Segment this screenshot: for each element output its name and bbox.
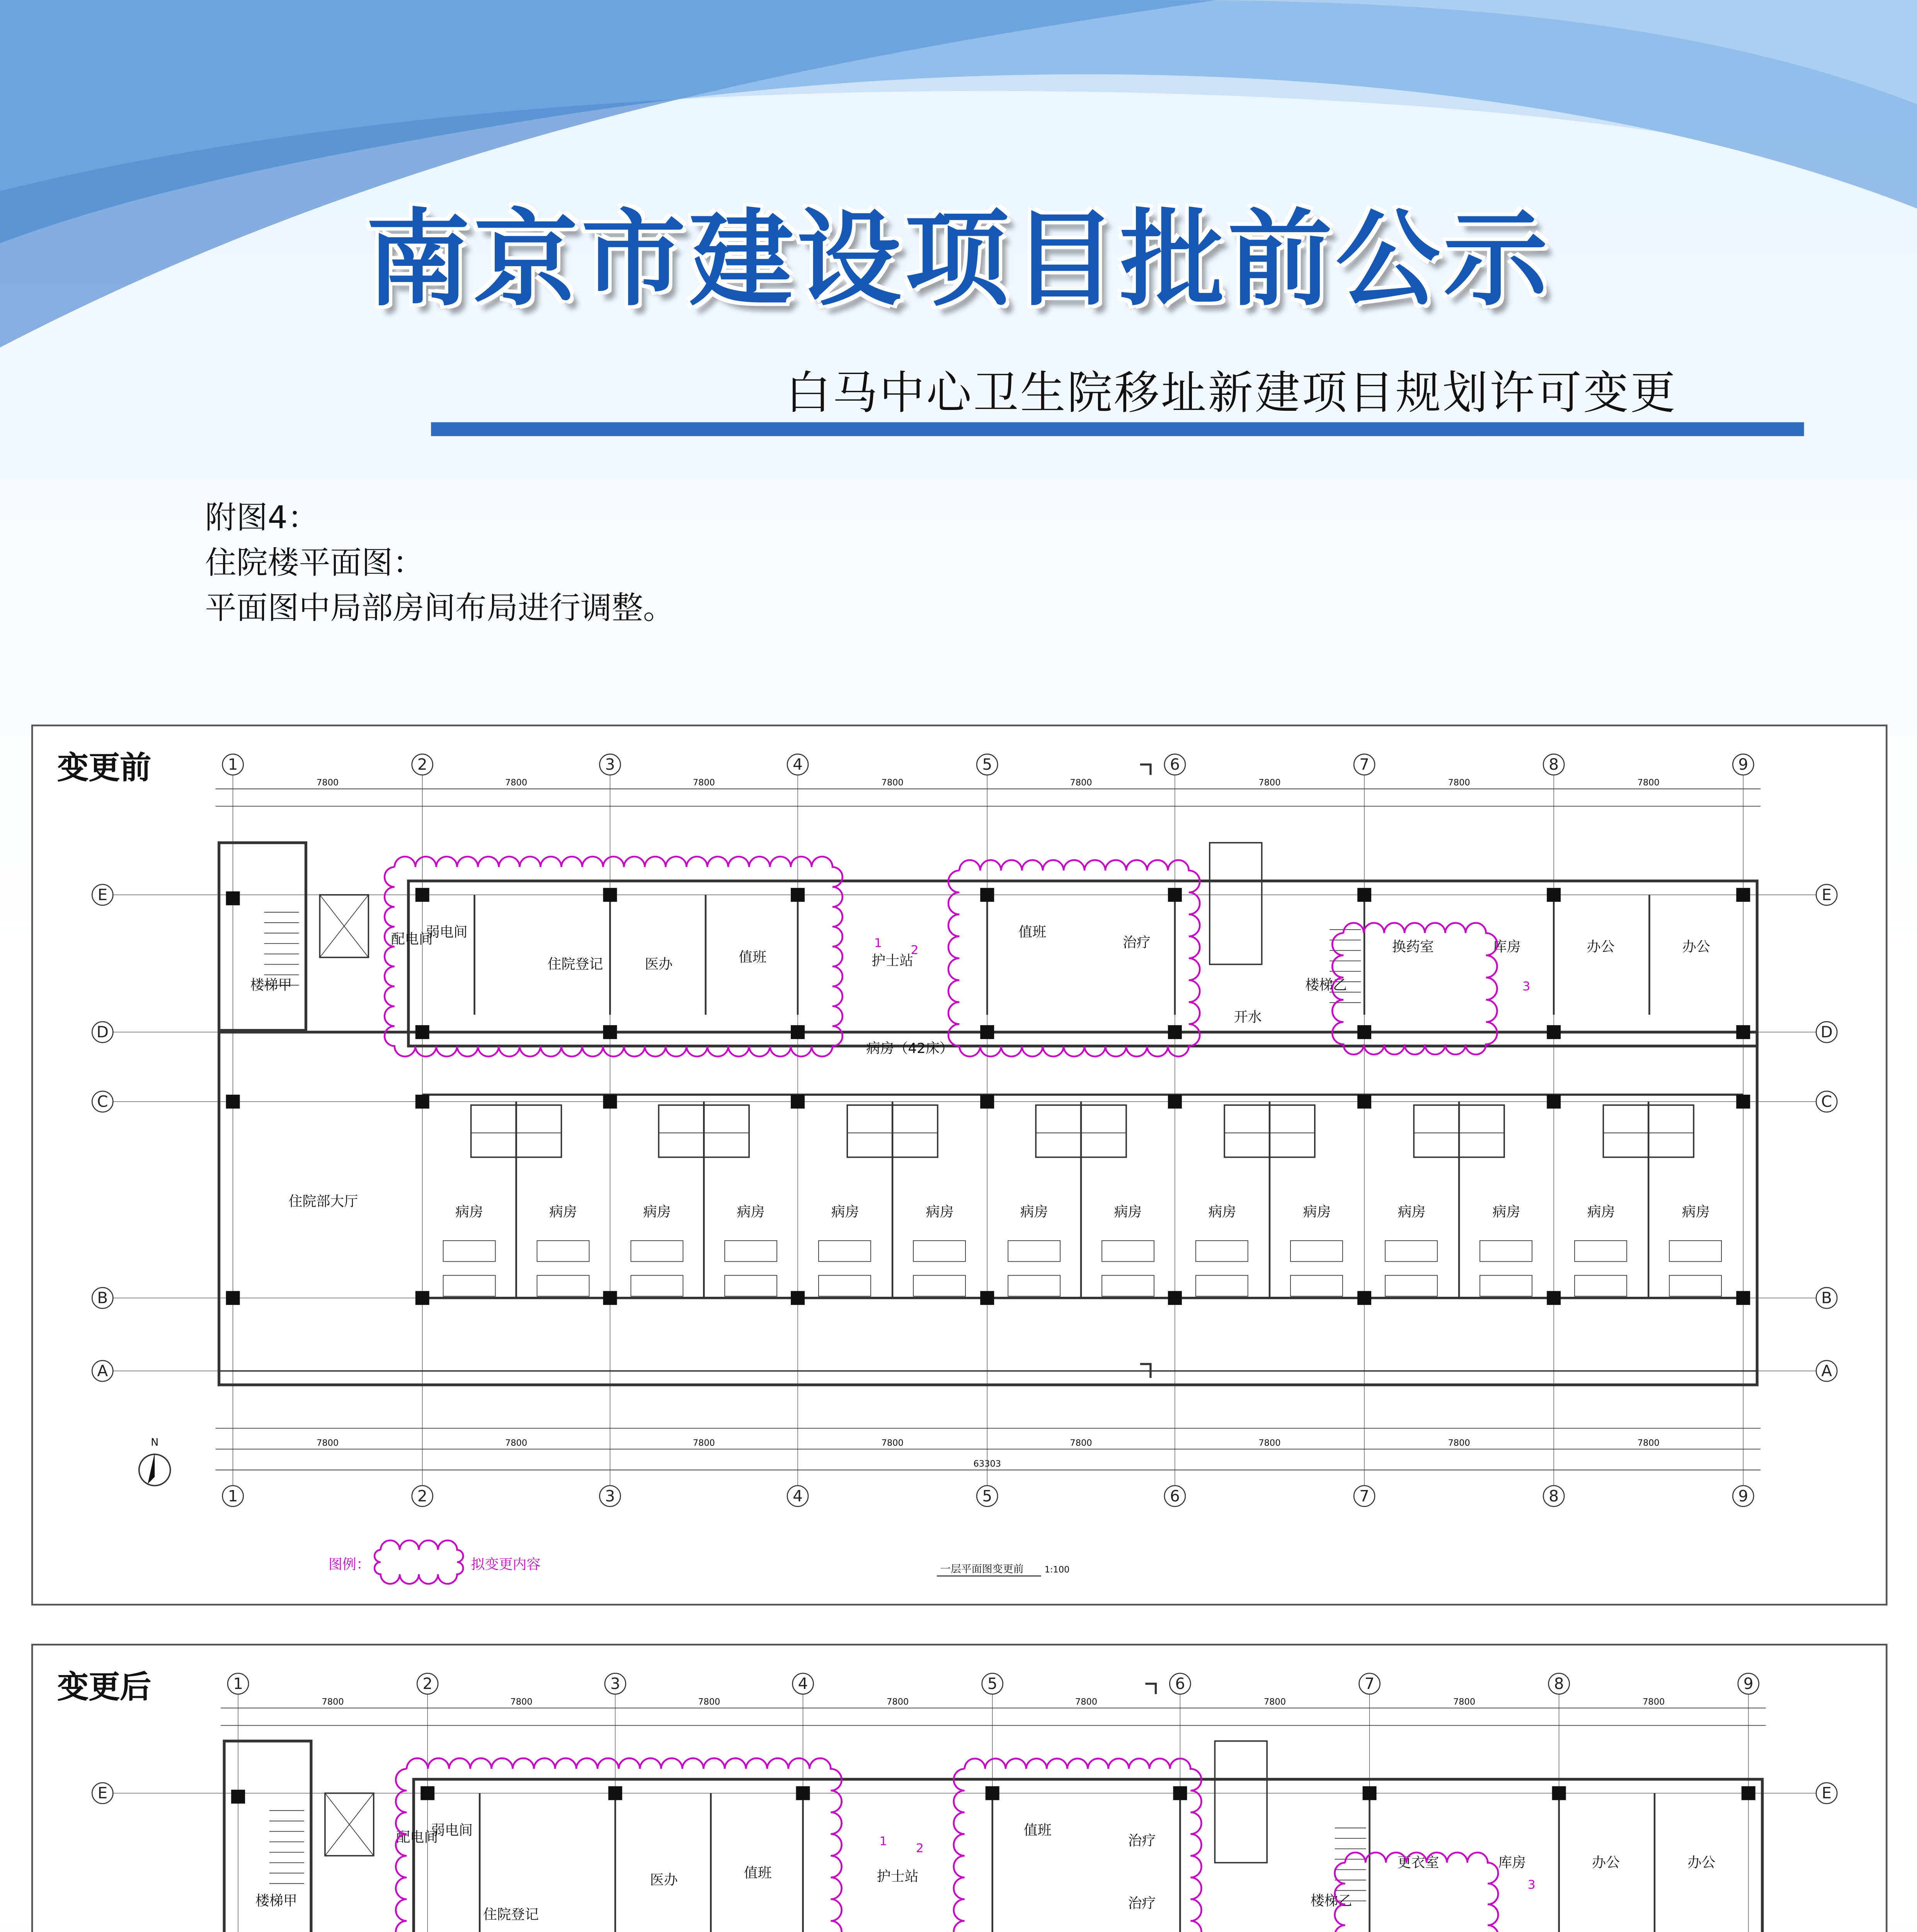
dimension-text: 7800 [881,777,904,788]
bed [1480,1276,1532,1296]
note-line: 附图4： [205,500,319,537]
structural-column [421,1786,434,1800]
room-label-boiling-water: 开水 [1234,1009,1262,1026]
room-label-lobby: 住院部大厅 [288,1193,358,1209]
grid-number: 3 [605,755,615,774]
dimension-text: 7800 [1637,1438,1660,1448]
structural-column [1168,1291,1182,1305]
structural-column [608,1786,622,1800]
structural-column [980,1025,994,1039]
revision-number: 3 [1522,980,1531,994]
room-label-office: 办公 [1682,939,1710,955]
note-line: 平面图中局部房间布局进行调整。 [205,590,674,628]
structural-column [603,1291,617,1305]
structural-column [1173,1786,1187,1800]
grid-number: 4 [793,1486,803,1505]
dimension-text: 7800 [698,1697,720,1707]
grid-letter: D [1820,1022,1833,1041]
structural-column [1547,888,1561,902]
grid-letter: D [96,1022,109,1041]
room-label-power: 配电间 [391,931,433,947]
room-label-ward: 病房 [1398,1204,1426,1220]
structural-column [226,1095,240,1109]
room-label-duty: 值班 [739,949,767,965]
floorplan-panel-before [31,724,1888,1605]
structural-column [226,1291,240,1305]
structural-column [791,1291,805,1305]
revision-cloud [954,1759,1202,1932]
bed [443,1276,495,1296]
legend-text: 拟变更内容 [471,1556,541,1573]
structural-column [1357,1095,1371,1109]
structural-column [603,1025,617,1039]
bed [1575,1241,1627,1262]
grid-number: 4 [798,1674,808,1693]
revision-cloud [396,1758,841,1932]
drawing-title: 一层平面图变更前 [940,1563,1024,1575]
room-label-ward: 病房 [1587,1204,1615,1220]
grid-number: 2 [417,755,427,774]
room-label-ward: 病房 [1303,1204,1331,1220]
bed [1385,1276,1437,1296]
grid-letter: A [97,1361,108,1380]
dimension-text: 7800 [317,1438,339,1448]
panel-label: 变更后 [57,1670,152,1706]
grid-number: 6 [1170,755,1180,774]
stair-core-wall [219,843,306,1031]
dimension-text: 7800 [1258,1438,1281,1448]
bed [1480,1241,1532,1262]
grid-number: 6 [1175,1674,1185,1693]
dimension-text: 7800 [887,1697,909,1707]
bed [1385,1241,1437,1262]
bed [819,1241,871,1262]
structural-column [980,888,994,902]
revision-number: 2 [916,1841,924,1855]
bed [1102,1241,1154,1262]
dimension-text: 7800 [505,777,528,788]
room-label-registration: 住院登记 [483,1906,539,1923]
structural-column [791,1025,805,1039]
grid-number: 8 [1554,1674,1564,1693]
grid-letter: B [97,1288,108,1307]
structural-column [231,1790,245,1804]
plan-linework [113,765,1816,1576]
room-label-ward: 病房 [549,1204,577,1220]
dimension-text: 7800 [510,1697,533,1707]
north-arrow-icon [148,1452,155,1484]
dimension-text: 7800 [1263,1697,1286,1707]
grid-number: 6 [1170,1486,1180,1505]
dimension-text: 7800 [1448,1438,1470,1448]
structural-column [791,1095,805,1109]
grid-number: 4 [793,755,803,774]
grid-number: 7 [1359,755,1369,774]
structural-column [791,888,805,902]
room-label-weak-power: 弱电间 [431,1822,473,1838]
structural-column [603,888,617,902]
bed [1102,1276,1154,1296]
structural-column [226,891,240,905]
structural-column [1736,1291,1750,1305]
grid-letter: C [97,1092,108,1111]
section-mark [1140,765,1151,775]
bed [913,1276,965,1296]
room-label-nurse-station: 护士站 [877,1868,919,1884]
grid-letter: E [97,1784,108,1803]
room-label-dressing: 更衣室 [1397,1854,1439,1871]
structural-column [415,1291,429,1305]
dimension-text: 7800 [881,1438,904,1448]
room-label-stair: 楼梯甲 [250,977,292,993]
room-label-ward: 病房 [1682,1204,1710,1220]
room-label-ward: 病房 [926,1204,954,1220]
dimension-text: 7800 [317,777,339,788]
dimension-text: 7800 [693,1438,715,1448]
room-label-duty: 值班 [1023,1822,1052,1838]
structural-column [1168,1095,1182,1109]
bed [1008,1276,1060,1296]
subtitle-underline [431,422,1804,436]
grid-number: 9 [1743,1674,1754,1693]
structural-column [1736,888,1750,902]
grid-letter: C [1821,1092,1832,1111]
revision-number: 1 [879,1834,887,1849]
bed [537,1276,589,1296]
dimension-text: 7800 [1643,1697,1665,1707]
grid-number: 3 [605,1486,615,1505]
structural-column [1357,888,1371,902]
room-label-nurse-station: 护士站 [872,952,914,969]
room-label-ward: 病房 [1492,1204,1520,1220]
bed [1196,1276,1248,1296]
bed [443,1241,495,1262]
structural-column [1357,1291,1371,1305]
dimension-text: 7800 [1448,777,1470,788]
grid-letter: E [1822,885,1832,904]
grid-letter: B [1821,1288,1832,1307]
room-label-duty: 值班 [1018,924,1047,940]
floorplan-drawing [33,726,1886,1604]
bed [1669,1241,1721,1262]
dimension-text: 7800 [1453,1697,1476,1707]
grid-number: 1 [228,1486,238,1505]
public-toilet [1215,1741,1267,1863]
structural-column [986,1786,999,1800]
room-label-weak-power: 弱电间 [426,924,468,940]
structural-column [1547,1095,1561,1109]
grid-number: 7 [1359,1486,1369,1505]
corridor-label: 病房（42床） [866,1041,953,1057]
structural-column [796,1786,810,1800]
dimension-text: 7800 [1258,777,1281,788]
bed [1008,1241,1060,1262]
floorplan-drawing [33,1645,1886,1932]
structural-column [1168,888,1182,902]
grid-number: 9 [1738,755,1748,774]
floorplan-panel-after [31,1644,1888,1932]
room-label-dressing: 换药室 [1392,939,1434,955]
structural-column [1363,1786,1377,1800]
section-mark [1145,1684,1156,1694]
room-label-office: 办公 [1687,1854,1716,1871]
structural-column [603,1095,617,1109]
structural-column [415,1095,429,1109]
room-label-doctor-office: 医办 [650,1872,678,1888]
note-line: 住院楼平面图： [205,546,424,582]
plan-linework [113,1684,1816,1932]
bed [1290,1276,1343,1296]
revision-number: 1 [874,936,882,950]
panel-label: 变更前 [57,750,152,787]
room-label-ward: 病房 [1208,1204,1236,1220]
room-label-office: 办公 [1592,1854,1620,1871]
revision-cloud [375,1540,463,1583]
bed [725,1241,777,1262]
bed [1196,1241,1248,1262]
structural-column [980,1291,994,1305]
grid-number: 1 [233,1674,243,1693]
room-label-stair: 楼梯乙 [1310,1893,1352,1909]
grid-number: 7 [1364,1674,1375,1693]
structural-column [1547,1291,1561,1305]
structural-column [1168,1025,1182,1039]
grid-number: 5 [982,755,993,774]
dimension-text: 7800 [505,1438,528,1448]
room-label-power: 配电间 [396,1829,438,1845]
project-subtitle: 白马中心卫生院移址新建项目规划许可变更 [785,368,1677,421]
structural-column [1736,1025,1750,1039]
grid-number: 8 [1549,755,1559,774]
exterior-wall [219,1032,1757,1385]
grid-number: 2 [422,1674,433,1693]
room-label-treatment: 治疗 [1128,1833,1156,1849]
dimension-text: 7800 [322,1697,344,1707]
dimension-text: 7800 [1637,777,1660,788]
dimension-total: 63303 [973,1459,1001,1469]
dimension-text: 7800 [1070,777,1092,788]
page-title: 南京市建设项目批前公示 [366,200,1551,321]
grid-letter: E [97,885,108,904]
grid-number: 1 [228,755,238,774]
revision-number: 3 [1527,1878,1536,1892]
bed [725,1276,777,1296]
room-label-ward: 病房 [1020,1204,1048,1220]
bed [1669,1276,1721,1296]
structural-column [415,1025,429,1039]
bed [631,1241,683,1262]
structural-column [1736,1095,1750,1109]
room-label-ward: 病房 [643,1204,671,1220]
bed [1290,1241,1343,1262]
grid-number: 5 [982,1486,993,1505]
public-toilet [1210,843,1262,964]
room-label-registration: 住院登记 [547,956,603,972]
drawing-scale: 1:100 [1044,1565,1070,1575]
revision-number: 2 [911,943,919,957]
grid-letter: E [1822,1784,1832,1803]
grid-number: 3 [610,1674,620,1693]
room-label-ward: 病房 [831,1204,859,1220]
grid-number: 9 [1738,1486,1748,1505]
room-label-office: 办公 [1587,939,1615,955]
bed [819,1276,871,1296]
room-label-stair: 楼梯乙 [1305,977,1347,993]
room-label-duty: 值班 [744,1865,772,1881]
bed [913,1241,965,1262]
structural-column [1547,1025,1561,1039]
room-label-storage: 库房 [1493,939,1521,955]
grid-number: 8 [1549,1486,1559,1505]
room-label-treatment: 治疗 [1122,934,1151,951]
structural-column [1357,1025,1371,1039]
bed [1575,1276,1627,1296]
structural-column [980,1095,994,1109]
room-label-ward: 病房 [1114,1204,1142,1220]
structural-column [1742,1786,1755,1800]
room-label-stair: 楼梯甲 [255,1893,297,1909]
bed [537,1241,589,1262]
legend-prefix: 图例： [328,1556,370,1573]
room-label-ward: 病房 [455,1204,484,1220]
grid-number: 5 [987,1674,998,1693]
grid-letter: A [1821,1361,1832,1380]
structural-column [1552,1786,1566,1800]
north-label: N [151,1436,159,1449]
structural-column [415,888,429,902]
dimension-text: 7800 [693,777,715,788]
dimension-text: 7800 [1075,1697,1098,1707]
room-label-treatment: 治疗 [1128,1895,1156,1912]
dimension-text: 7800 [1070,1438,1092,1448]
room-label-ward: 病房 [737,1204,765,1220]
room-label-storage: 库房 [1498,1854,1526,1871]
bed [631,1276,683,1296]
room-label-doctor-office: 医办 [645,956,673,972]
grid-number: 2 [417,1486,427,1505]
